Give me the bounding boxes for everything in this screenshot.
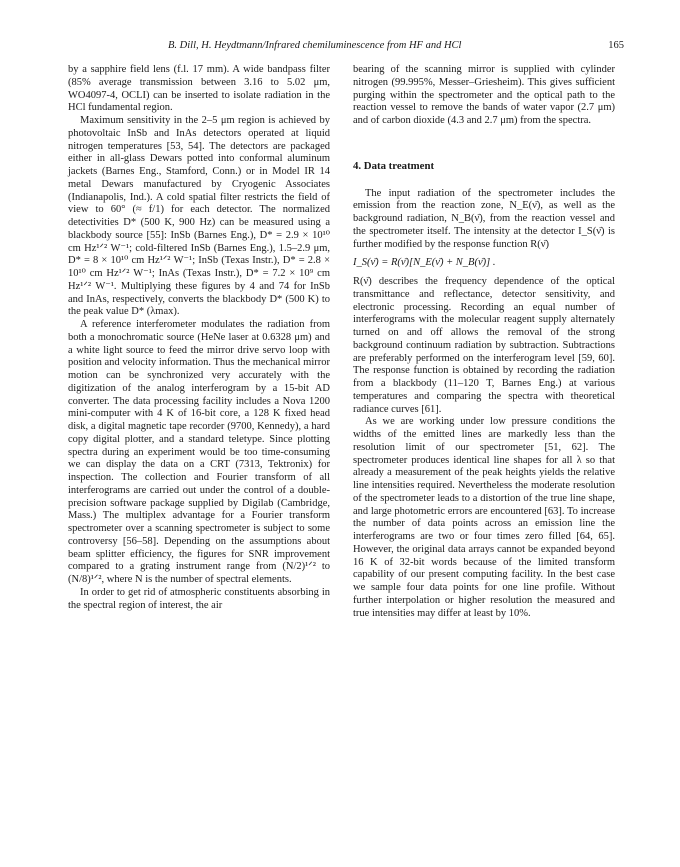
right-paragraph-1: bearing of the scanning mirror is supplied with cylinder nitrogen (99.995%, Messer–Griesheim). This gives sufficient purging within the spectrometer and the optical path to the reaction vessel to remove the bands of water vapor (2.7 μm) and of carbon dioxide (4.3 and 2.7 μm) from the spectra. xyxy=(353,64,615,126)
right-paragraph-4: As we are working under low pressure conditions the widths of the emitted lines are markedly less than the resolution limit of our spectrometer [51, 62]. The spectrometer produces identical line shapes for all λ so that already a measurement of the peak heights yields the relative line intensities required. Nevertheless the moderate resolution of the spectrometer leads to a distortion of the true line shape, and large photometric errors are encountered [63]. To increase the number of data points across an emission line the interferograms are two or four times zero filled [64, 65]. However, the original data arrays cannot be expanded beyond 16 K of 32-bit words because of the limited transform capability of our present computing facility. In the best case we sample four data points for one line profile. Without further interpolation or higher resolution the measured and true intensities may differ at least by 10%. xyxy=(353,416,615,619)
left-column xyxy=(68,64,330,612)
running-title: B. Dill, H. Heydtmann/Infrared chemiluminescence from HF and HCl xyxy=(168,40,462,51)
section-heading: 4. Data treatment xyxy=(353,159,435,172)
left-paragraph-2: Maximum sensitivity in the 2–5 μm region is achieved by photovoltaic InSb and InAs detectors operated at liquid nitrogen temperatures [53, 54]. The detectors are packaged either in all-glass Dewars potted into conformal aluminum jackets (Barnes Eng., Stamford, Conn.) or in Model IR 14 metal Dewars manufactured by Cryogenic Associates (Indianapolis, Ind.). A cold spatial filter restricts the field of view to 60° (≈ f/1) for each detector. The normalized detectivities D* (500 K, 900 Hz) can be measured using a blackbody source [55]: InSb (Barnes Eng.), D* = 2.9 × 10¹⁰ cm Hz¹ᐟ² W⁻¹; cold-filtered InSb (Barnes Eng.), 1.5–2.9 μm, D* = 8 × 10¹⁰ cm Hz¹ᐟ² W⁻¹; InSb (Texas Instr.), D* = 2.8 × 10¹⁰ cm Hz¹ᐟ² W⁻¹; InAs (Texas Instr.), D* = 7.2 × 10⁹ cm Hz¹ᐟ² W⁻¹. Multiplying these figures by 4 and 74 for InSb and InAs, respectively, converts the blackbody D* (500 K) to the peak value D* (λmax). xyxy=(68,115,330,318)
equation: I_S(ν̄) = R(ν̄)[N_E(ν̄) + N_B(ν̄)] . xyxy=(353,257,496,269)
left-paragraph-4: In order to get rid of atmospheric constituents absorbing in the spectral region of interest, the air xyxy=(68,586,330,611)
left-paragraph-3: A reference interferometer modulates the radiation from both a monochromatic source (HeNe laser at 0.6328 μm) and a white light source to feed the mirror drive servo loop with position and velocity information. Thus the mechanical mirror motion can be synchronized very accurately with the digitization of the analog interferogram by a 15-bit AD converter. The data processing facility includes a Nova 1200 mini-computer with 4 K of 16-bit core, a 128 K fixed head disk, a digital magnetic tape recorder (9700, Kennedy), a hard copy digital plotter, and a standard teletype. Since plotting spectra during an experiment would be too time-consuming we can display the data on a CRT (7313, Tektronix) for inspection. The collection and Fourier transform of all interferograms are carried out under the control of a double-precision software package supplied by Digilab (Cambridge, Mass.) The multiplex advantage for a Fourier transform spectrometer over a scanning spectrometer is subject to some controversy [56–58]. Depending on the assumptions about beam splitter efficiency, the figures for SNR improvement compared to a grating instrument range from (N/2)¹ᐟ² to (N/8)¹ᐟ², where N is the number of spectral elements. xyxy=(68,319,330,585)
right-paragraph-2: The input radiation of the spectrometer includes the emission from the reaction zone, N_E(ν̄), as well as the background radiation, N_B(ν̄), from the reaction vessel and the spectrometer itself. The intensity at the detector I_S(ν̄) is further modified by the response function R(ν̄) xyxy=(353,187,615,250)
right-column xyxy=(353,64,615,620)
running-header xyxy=(68,40,624,56)
page-number: 165 xyxy=(608,40,624,51)
right-paragraph-3: R(ν̄) describes the frequency dependence of the optical transmittance and reflectance, detector sensitivity, and electronic processing. Recording an equal number of interferograms with the molecular reagent supply alternately turned on and off allows the removal of the strong background continuum radiation by subtraction. Subtractions are preferably performed on the interferogram level [59, 60]. The response function is obtained by recording the radiation from a blackbody (11–120 T, Barnes Eng.) at various temperatures and comparing the spectra with theoretical radiance curves [61]. xyxy=(353,276,615,415)
left-paragraph-1: by a sapphire field lens (f.l. 17 mm). A wide bandpass filter (85% average transmission between 3.16 to 5.02 μm, WO4097-4, OCLI) can be inserted to isolate radiation in the HCl fundamental region. xyxy=(68,64,330,114)
